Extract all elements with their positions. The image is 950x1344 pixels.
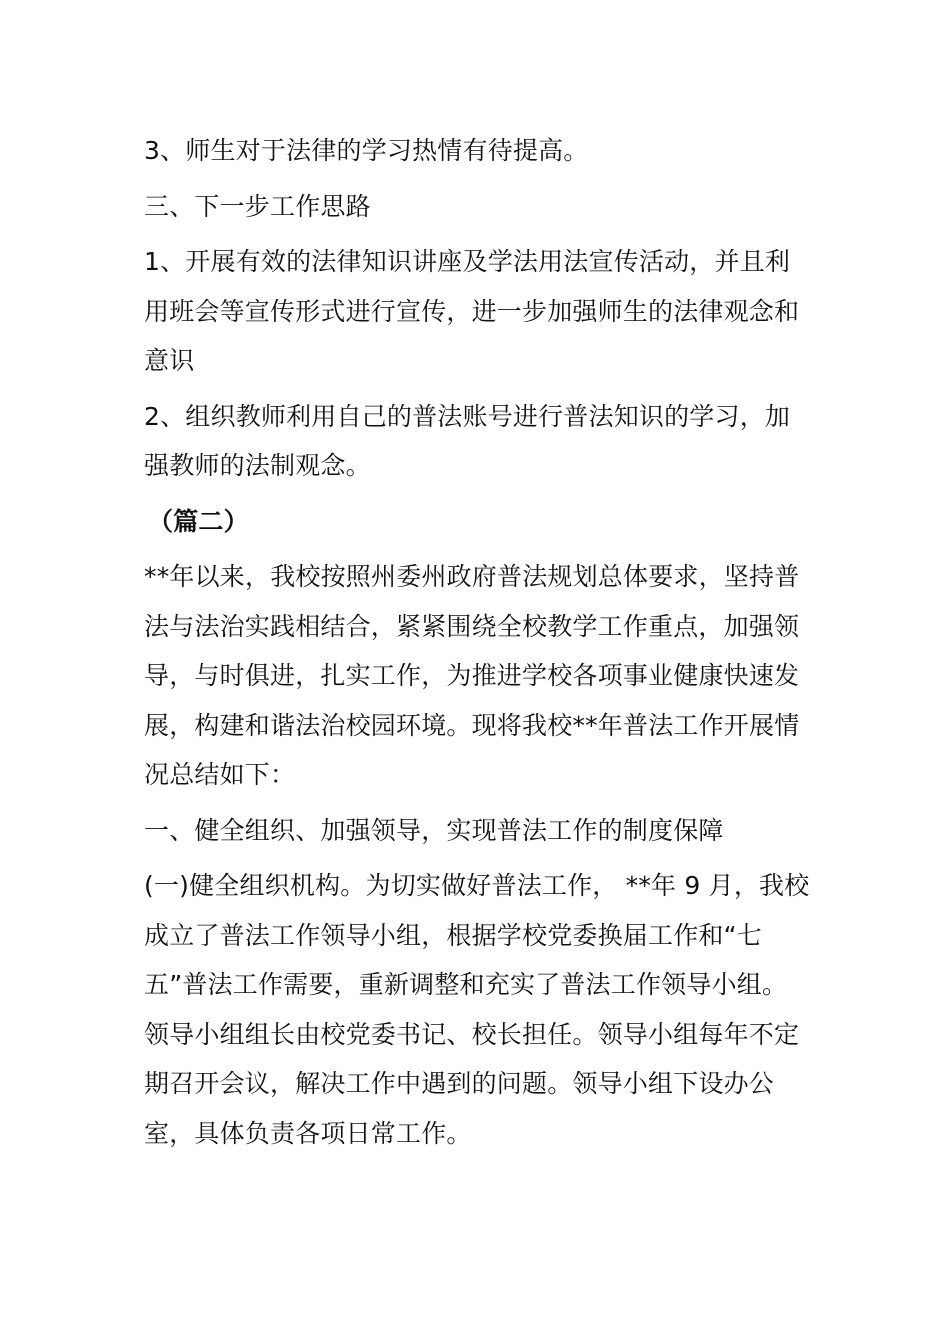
document-body [144, 126, 812, 1164]
paragraph-item-3: 3、师生对于法律的学习热情有待提高。 [144, 136, 589, 165]
intro-paragraph: **年以来，我校按照州委州政府普法规划总体要求，坚持普法与法治实践相结合，紧紧围绕全校教学工作重点，加强领导，与时俱进，扎实工作，为推进学校各项事业健康快速发展，构建和谐法治校园环境。现将我校**年普法工作开展情况总结如下： [144, 562, 800, 789]
section-heading-next-steps: 三、下一步工作思路 [144, 191, 371, 221]
paragraph-item-1: 1、开展有效的法律知识讲座及学法用法宣传活动，并且利用班会等宣传形式进行宣传，进一步加强师生的法律观念和意识 [144, 247, 800, 375]
paragraph-organization: (一)健全组织机构。为切实做好普法工作， **年 9 月，我校成立了普法工作领导小组，根据学校党委换届工作和“七五”普法工作需要，重新调整和充实了普法工作领导小组。领导小组组长由校党委书记、校长担任。领导小组每年不定期召开会议，解决工作中遇到的问题。领导小组下设办公室，具体负责各项日常工作。 [144, 871, 810, 1148]
section-heading-organization: 一、健全组织、加强领导，实现普法工作的制度保障 [144, 815, 724, 845]
part-two-heading: （篇二） [148, 506, 249, 536]
paragraph-item-2: 2、组织教师利用自己的普法账号进行普法知识的学习，加强教师的法制观念。 [144, 401, 791, 480]
